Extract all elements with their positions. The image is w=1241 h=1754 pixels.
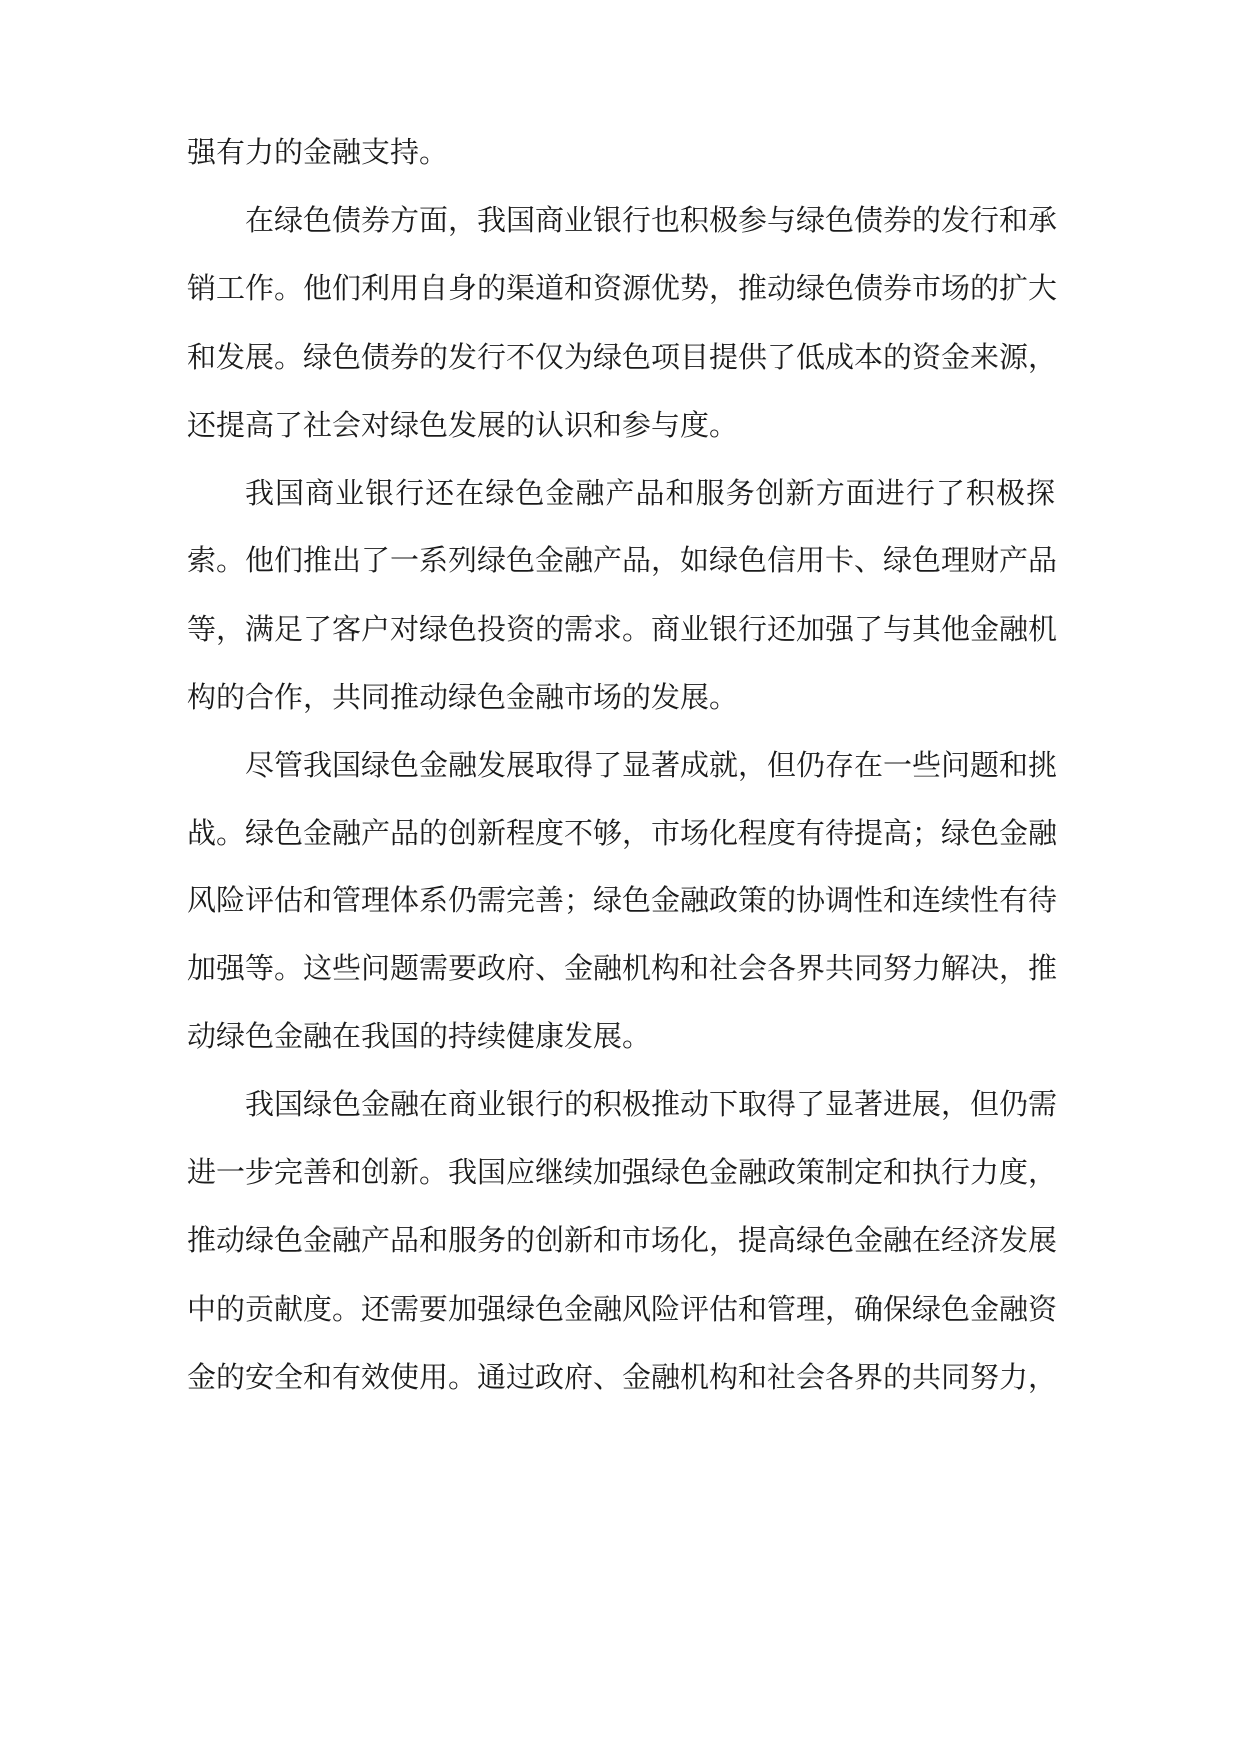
text-line: 构的合作，共同推动绿色金融市场的发展。 xyxy=(187,680,739,714)
text-line: 风险评估和管理体系仍需完善；绿色金融政策的协调性和连续性有待 xyxy=(187,883,1058,917)
text-line: 等，满足了客户对绿色投资的需求。商业银行还加强了与其他金融机 xyxy=(187,612,1058,646)
text-line: 索。他们推出了一系列绿色金融产品，如绿色信用卡、绿色理财产品 xyxy=(187,543,1058,577)
paragraph-first-line: 我国商业银行还在绿色金融产品和服务创新方面进行了积极探 xyxy=(245,476,1055,510)
text-line: 加强等。这些问题需要政府、金融机构和社会各界共同努力解决，推 xyxy=(187,951,1058,985)
text-line: 推动绿色金融产品和服务的创新和市场化，提高绿色金融在经济发展 xyxy=(187,1223,1058,1257)
text-line: 战。绿色金融产品的创新程度不够，市场化程度有待提高；绿色金融 xyxy=(187,816,1058,850)
text-line: 销工作。他们利用自身的渠道和资源优势，推动绿色债券市场的扩大 xyxy=(187,271,1058,305)
text-line: 进一步完善和创新。我国应继续加强绿色金融政策制定和执行力度， xyxy=(187,1155,1058,1189)
text-line: 金的安全和有效使用。通过政府、金融机构和社会各界的共同努力， xyxy=(187,1360,1058,1394)
paragraph-first-line: 在绿色债券方面，我国商业银行也积极参与绿色债券的发行和承 xyxy=(245,203,1058,237)
text-line: 动绿色金融在我国的持续健康发展。 xyxy=(187,1019,652,1053)
text-line: 和发展。绿色债券的发行不仅为绿色项目提供了低成本的资金来源， xyxy=(187,340,1058,374)
text-line: 强有力的金融支持。 xyxy=(187,135,449,169)
text-line: 中的贡献度。还需要加强绿色金融风险评估和管理，确保绿色金融资 xyxy=(187,1292,1058,1326)
paragraph-first-line: 尽管我国绿色金融发展取得了显著成就，但仍存在一些问题和挑 xyxy=(245,748,1058,782)
paragraph-first-line: 我国绿色金融在商业银行的积极推动下取得了显著进展，但仍需 xyxy=(245,1087,1058,1121)
text-line: 还提高了社会对绿色发展的认识和参与度。 xyxy=(187,408,739,442)
